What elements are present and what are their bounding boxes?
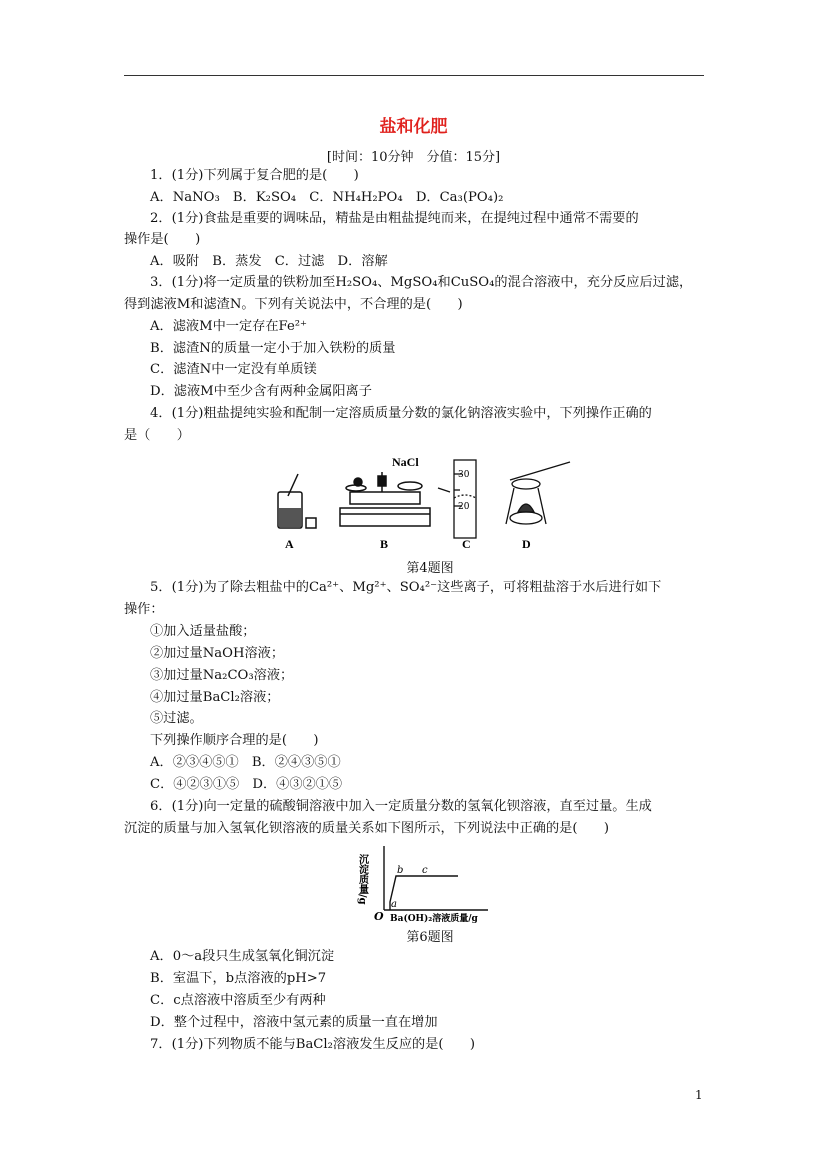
q3-option-a: A．滤液M中一定存在Fe²⁺ [150, 319, 308, 334]
header-rule [124, 75, 704, 76]
q7-stem: 7．(1分)下列物质不能与BaCl₂溶液发生反应的是( ) [150, 1037, 476, 1052]
fig6-x-label: Ba(OH)₂溶液质量/g [390, 914, 478, 924]
q6-option-c: C．c点溶液中溶质至少有两种 [150, 993, 326, 1008]
q4-figure [270, 452, 580, 554]
q1-stem: 1．(1分)下列属于复合肥的是( ) [150, 168, 359, 183]
fig6-point-c: c [422, 865, 428, 876]
q6-stem: 6．(1分)向一定量的硫酸铜溶液中加入一定质量分数的氢氧化钡溶液，直至过量。生成 [150, 799, 652, 814]
time-score-info: [时间：10分钟 分值：15分] [326, 150, 501, 165]
fig4-label-d: D [522, 537, 531, 551]
q2-stem: 2．(1分)食盐是重要的调味品，精盐是由粗盐提纯而来，在提纯过程中通常不需要的 [150, 211, 639, 226]
fig6-curve [390, 876, 458, 910]
q3-option-d: D．滤液M中至少含有两种金属阳离子 [150, 384, 372, 399]
q6-option-b: B．室温下，b点溶液的pH>7 [150, 971, 327, 986]
q5-step-2: ②加过量NaOH溶液； [150, 646, 285, 661]
q6-stem-cont: 沉淀的质量与加入氢氧化钡溶液的质量关系如下图所示，下列说法中正确的是( ) [124, 821, 610, 836]
q2-stem-cont: 操作是( ) [124, 232, 201, 247]
page-title: 盐和化肥 [379, 117, 448, 137]
page-number: 1 [695, 1088, 703, 1102]
fig4-label-a: A [285, 537, 294, 551]
fig4-label-c: C [462, 537, 471, 551]
q3-stem-cont: 得到滤液M和滤渣N。下列有关说法中，不合理的是( ) [124, 297, 463, 312]
fig4-d-evaporation [506, 462, 570, 524]
q5-options-cd: C．④②③①⑤ D．④③②①⑤ [150, 777, 343, 792]
q5-stem-cont: 操作： [124, 602, 164, 617]
q5-step-1: ①加入适量盐酸； [150, 624, 256, 639]
q5-step-3: ③加过量Na₂CO₃溶液； [150, 668, 294, 683]
fig6-origin: O [374, 910, 384, 923]
q2-options: A．吸附 B．蒸发 C．过滤 D．溶解 [150, 254, 388, 269]
q3-stem: 3．(1分)将一定质量的铁粉加至H₂SO₄、MgSO₄和CuSO₄的混合溶液中，充分反应后过滤， [150, 275, 693, 290]
q5-step-4: ④加过量BaCl₂溶液； [150, 690, 280, 705]
q5-question: 下列操作顺序合理的是( ) [150, 733, 319, 748]
q5-stem: 5．(1分)为了除去粗盐中的Ca²⁺、Mg²⁺、SO₄²⁻这些离子，可将粗盐溶于水后进行如下 [150, 580, 662, 595]
fig6-point-b: b [397, 865, 404, 876]
q6-option-d: D．整个过程中，溶液中氢元素的质量一直在增加 [150, 1015, 438, 1030]
q5-options-ab: A．②③④⑤① B．②④③⑤① [150, 755, 341, 770]
q1-options: A．NaNO₃ B．K₂SO₄ C．NH₄H₂PO₄ D．Ca₃(PO₄)₂ [150, 190, 504, 205]
fig4-label-b: B [380, 537, 389, 551]
fig4-b-balance [340, 472, 430, 526]
fig4-tick-30: 30 [458, 470, 470, 480]
fig4-nacl-label: NaCl [392, 455, 419, 469]
fig4-a-bottle [278, 474, 316, 528]
q6-option-a: A．0～a段只生成氢氧化铜沉淀 [150, 949, 335, 964]
fig4-tick-20: 20 [458, 502, 470, 512]
fig4-c-cylinder [438, 460, 476, 538]
q4-figure-caption: 第4题图 [406, 561, 454, 576]
q4-stem: 4．(1分)粗盐提纯实验和配制一定溶质质量分数的氯化钠溶液实验中，下列操作正确的 [150, 406, 652, 421]
q5-step-5: ⑤过滤。 [150, 711, 203, 726]
q3-option-c: C．滤渣N中一定没有单质镁 [150, 362, 317, 377]
q6-figure [356, 840, 500, 924]
q3-option-b: B．滤渣N的质量一定小于加入铁粉的质量 [150, 341, 396, 356]
q4-stem-cont: 是（ ） [124, 428, 190, 443]
fig6-y-label: 沉淀质量/g [356, 854, 368, 905]
q6-figure-caption: 第6题图 [406, 930, 454, 945]
fig6-point-a: a [391, 899, 397, 910]
